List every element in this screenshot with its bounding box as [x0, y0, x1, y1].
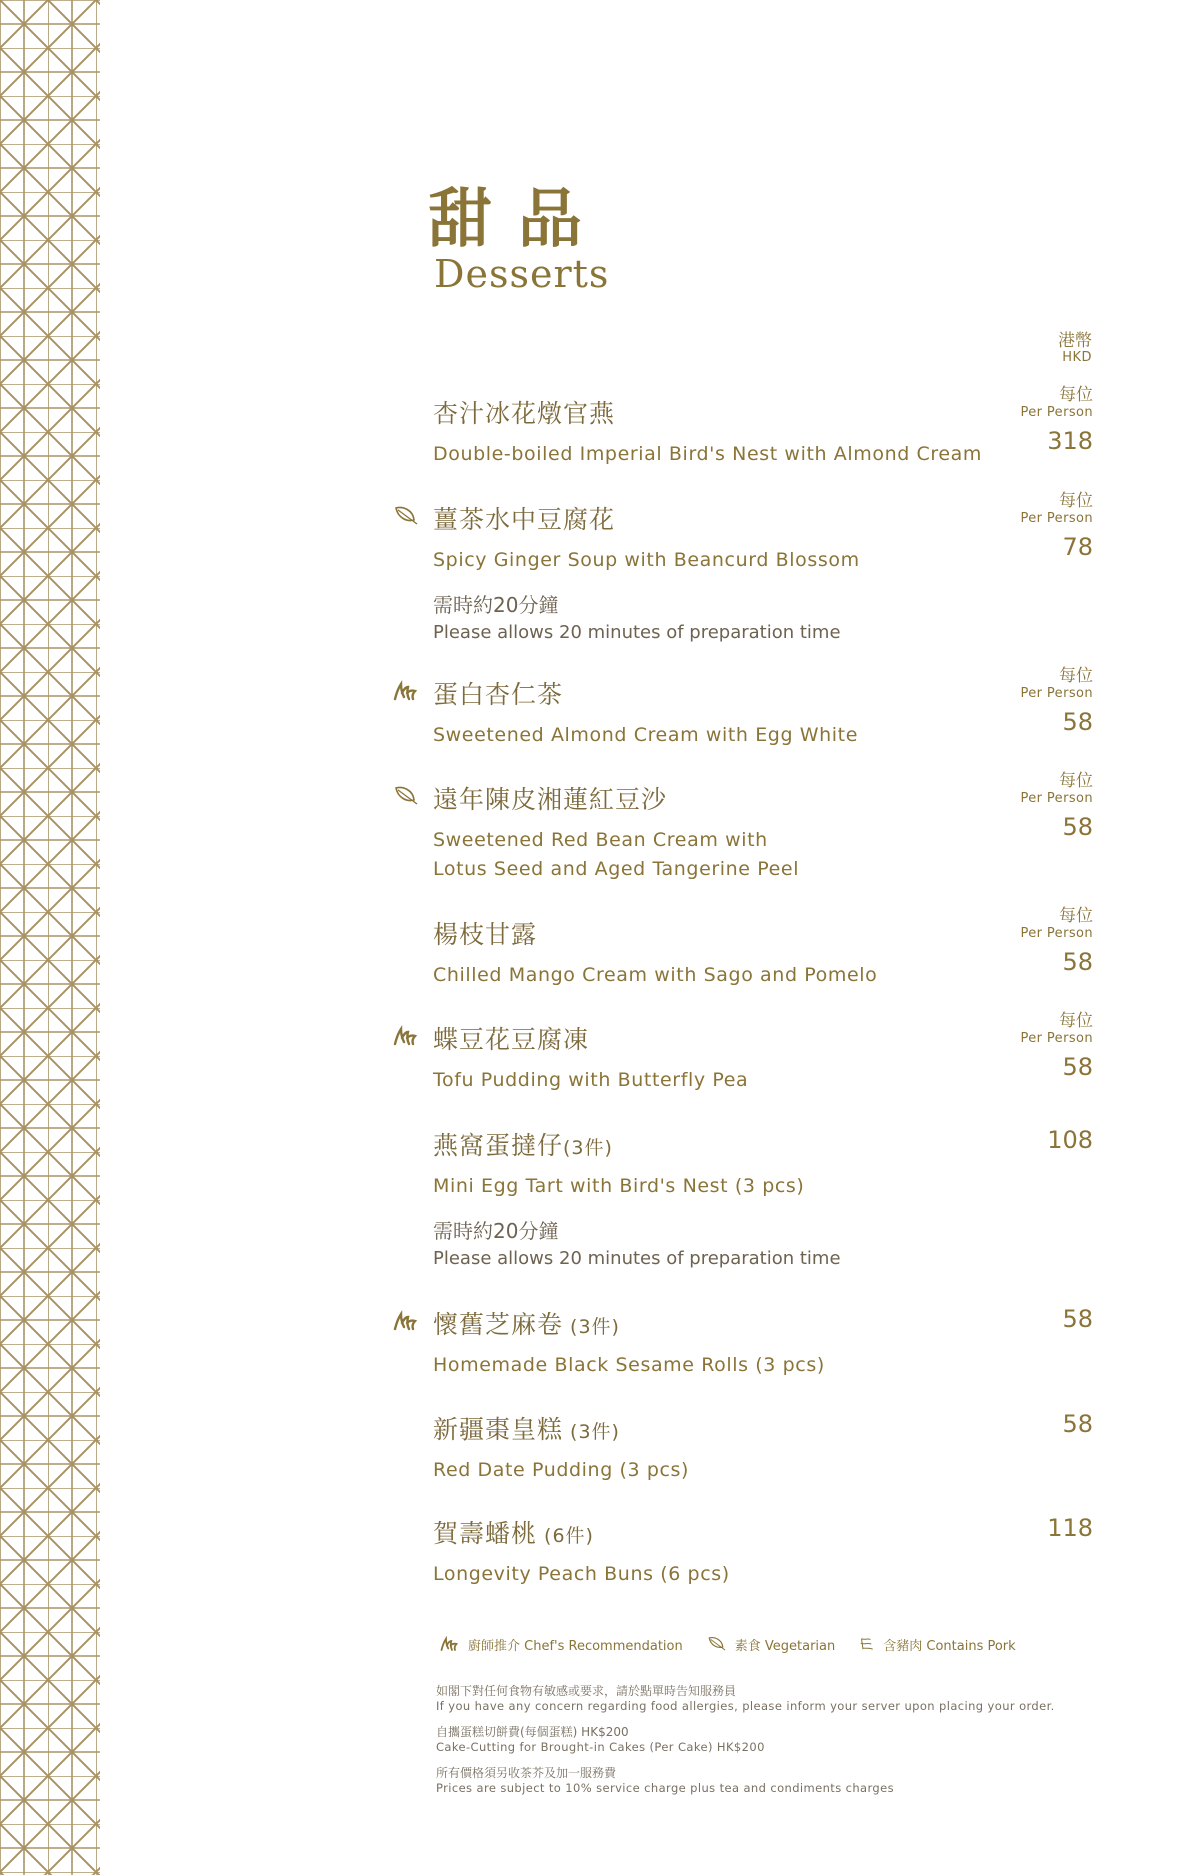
item-name-en-line: Tofu Pudding with Butterfly Pea [433, 1069, 749, 1091]
item-count-zh: (6件) [537, 1525, 594, 1547]
item-name-en-line: Sweetened Red Bean Cream with [433, 829, 768, 851]
item-name-en [433, 440, 1093, 469]
item-name-zh: 楊枝甘露 [433, 920, 538, 949]
page-title-chinese: 甜品 [428, 182, 608, 257]
item-name-zh: 懷舊芝麻卷 (3件) [433, 1310, 620, 1339]
item-name-en [433, 1066, 1093, 1095]
legend-item [703, 1632, 836, 1656]
price-block [1020, 386, 1093, 455]
item-name-zh: 新疆棗皇糕 (3件) [433, 1415, 620, 1444]
per-person-zh: 每位 [1059, 771, 1093, 791]
prep-note-zh: 需時約20分鐘 [433, 593, 559, 617]
legend-label: 廚師推介 Chef's Recommendation [468, 1638, 683, 1654]
item-name-en [433, 1351, 1093, 1380]
per-person-en: Per Person [1020, 405, 1093, 420]
item-price: 58 [1062, 813, 1093, 841]
footer-note-zh: 自攜蛋糕切餅費(每個蛋糕) HK$200 [436, 1725, 629, 1739]
price-block [1020, 1012, 1093, 1081]
footer-note-en: Prices are subject to 10% service charge plus tea and condiments charges [436, 1781, 894, 1795]
footer-note-en: Cake-Cutting for Brought-in Cakes (Per Cake) HK$200 [436, 1740, 765, 1754]
per-person-zh: 每位 [1059, 666, 1093, 686]
item-price: 318 [1047, 427, 1093, 455]
item-price: 58 [1062, 708, 1093, 736]
footer-note [436, 1766, 1136, 1795]
item-name-en [433, 961, 1093, 990]
item-name-en-line: Chilled Mango Cream with Sago and Pomelo [433, 964, 878, 986]
per-person-en: Per Person [1020, 686, 1093, 701]
item-name-en [433, 826, 1093, 884]
menu-item [433, 1011, 1093, 1095]
chef-recommendation-icon [440, 1635, 464, 1653]
item-price: 58 [1062, 1305, 1093, 1333]
item-name-en [433, 721, 1093, 750]
item-count-zh: (3件) [563, 1421, 620, 1443]
item-name-zh: 蝶豆花豆腐凍 [433, 1025, 590, 1054]
item-name-en-line: Red Date Pudding (3 pcs) [433, 1459, 690, 1481]
currency-en: HKD [1062, 349, 1092, 365]
footer-note-zh: 所有價格須另收茶芥及加一服務費 [436, 1766, 617, 1780]
menu-item [433, 1410, 1093, 1485]
item-count-zh: (3件) [563, 1316, 620, 1338]
menu-item [433, 771, 1093, 884]
lattice-border-pattern [0, 0, 100, 1875]
item-price: 78 [1062, 533, 1093, 561]
prep-note-zh: 需時約20分鐘 [433, 1219, 559, 1243]
menu-item [433, 1126, 1093, 1269]
contains-pork-icon [859, 1636, 880, 1653]
item-name-en-line: Mini Egg Tart with Bird's Nest (3 pcs) [433, 1175, 805, 1197]
chef-recommendation-icon [393, 679, 419, 703]
legend-item [436, 1632, 683, 1656]
price-block [1020, 772, 1093, 841]
item-name-en [433, 1172, 1093, 1201]
item-name-en-line: Spicy Ginger Soup with Beancurd Blossom [433, 549, 860, 571]
footer-note [436, 1684, 1136, 1713]
price-block [1020, 907, 1093, 976]
item-price: 118 [1047, 1514, 1093, 1542]
vegetarian-leaf-icon [707, 1635, 731, 1653]
menu-item [433, 491, 1093, 643]
per-person-en: Per Person [1020, 511, 1093, 526]
item-price: 58 [1062, 948, 1093, 976]
item-name-zh: 蛋白杏仁茶 [433, 680, 564, 709]
item-price: 58 [1062, 1410, 1093, 1438]
item-name-en [433, 1560, 1093, 1589]
legend [436, 1632, 1036, 1656]
per-person-en: Per Person [1020, 1031, 1093, 1046]
per-person-en: Per Person [1020, 926, 1093, 941]
price-block [1020, 492, 1093, 561]
prep-note-en: Please allows 20 minutes of preparation time [433, 1248, 841, 1269]
prep-note-en: Please allows 20 minutes of preparation time [433, 622, 841, 643]
footer-note [436, 1725, 1136, 1754]
per-person-zh: 每位 [1059, 906, 1093, 926]
item-name-en [433, 1456, 1093, 1485]
menu-item [433, 906, 1093, 990]
per-person-zh: 每位 [1059, 385, 1093, 405]
item-price: 108 [1047, 1126, 1093, 1154]
item-name-en [433, 546, 1093, 575]
chef-recommendation-icon [393, 1024, 419, 1048]
legend-label: 含豬肉 Contains Pork [883, 1638, 1016, 1654]
item-name-en-line: Longevity Peach Buns (6 pcs) [433, 1563, 730, 1585]
menu-item [433, 385, 1093, 469]
legend-item [855, 1633, 1015, 1655]
menu-item [433, 1514, 1093, 1589]
item-name-zh: 杏汁冰花燉官燕 [433, 399, 616, 428]
item-name-zh: 賀壽蟠桃 (6件) [433, 1519, 594, 1548]
price-block [1020, 667, 1093, 736]
footer-note-zh: 如閣下對任何食物有敏感或要求，請於點單時告知服務員 [436, 1684, 737, 1698]
currency-label [1058, 333, 1092, 364]
footer-notes [436, 1684, 1136, 1807]
vegetarian-leaf-icon [393, 504, 419, 528]
page-title-english: Desserts [434, 252, 610, 296]
menu-item [433, 666, 1093, 750]
item-name-zh: 燕窩蛋撻仔(3件) [433, 1131, 613, 1160]
item-name-zh: 遠年陳皮湘蓮紅豆沙 [433, 785, 668, 814]
item-name-en-line-2: Lotus Seed and Aged Tangerine Peel [433, 858, 800, 880]
legend-label: 素食 Vegetarian [734, 1638, 836, 1654]
item-name-en-line: Double-boiled Imperial Bird's Nest with Almond Cream [433, 443, 983, 465]
item-price: 58 [1062, 1053, 1093, 1081]
per-person-en: Per Person [1020, 791, 1093, 806]
chef-recommendation-icon [393, 1309, 419, 1333]
menu-item [433, 1305, 1093, 1380]
item-name-zh: 薑茶水中豆腐花 [433, 505, 616, 534]
currency-zh: 港幣 [1058, 331, 1092, 351]
per-person-zh: 每位 [1059, 491, 1093, 511]
item-name-en-line: Sweetened Almond Cream with Egg White [433, 724, 859, 746]
vegetarian-leaf-icon [393, 784, 419, 808]
per-person-zh: 每位 [1059, 1011, 1093, 1031]
item-name-en-line: Homemade Black Sesame Rolls (3 pcs) [433, 1354, 825, 1376]
footer-note-en: If you have any concern regarding food allergies, please inform your server upon placing your order. [436, 1699, 1055, 1713]
item-count-zh: (3件) [563, 1137, 613, 1159]
